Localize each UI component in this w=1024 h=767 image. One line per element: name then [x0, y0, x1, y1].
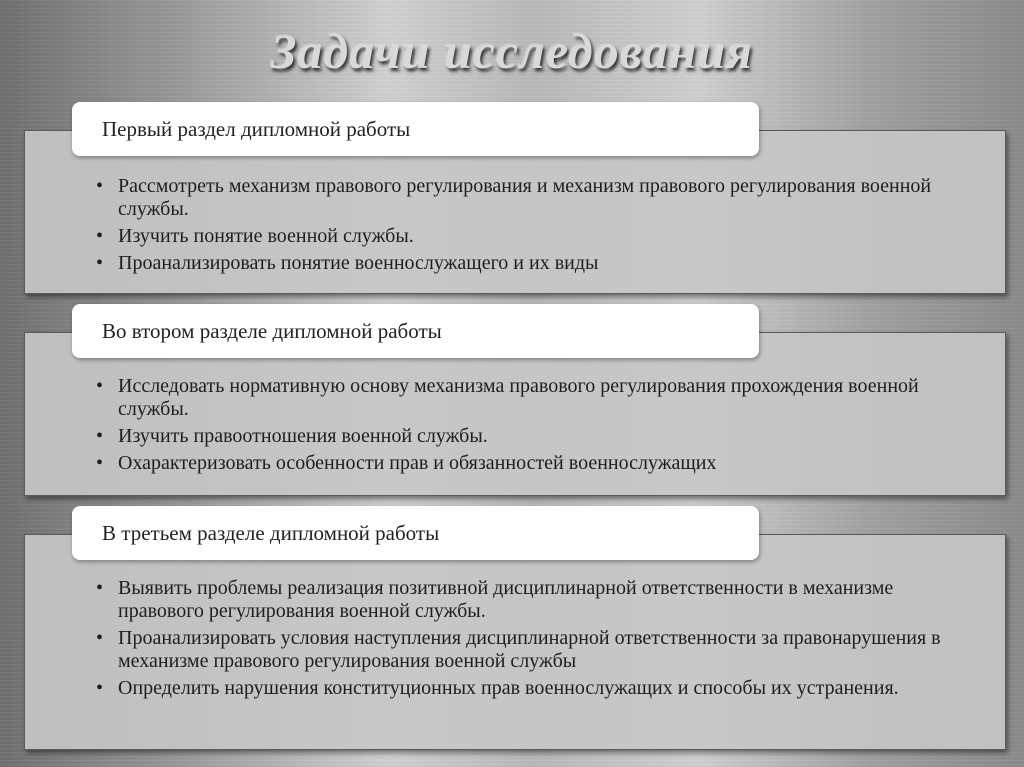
section-2-heading: Во втором разделе дипломной работы: [102, 318, 442, 343]
section-1-list: [96, 175, 956, 279]
list-item: • Проанализировать условия наступления дисциплинарной ответственности за правонарушения в механизме правового регулирования военной службы: [96, 627, 956, 673]
list-item: • Исследовать нормативную основу механизма правового регулирования прохождения военной службы.: [96, 375, 956, 421]
slide-title: Задачи исследования: [270, 23, 754, 79]
section-3-list: [96, 577, 956, 704]
list-item: • Рассмотреть механизм правового регулирования и механизм правового регулирования военной службы.: [96, 175, 956, 221]
section-3-heading: В третьем разделе дипломной работы: [102, 520, 440, 545]
list-item: • Изучить правоотношения военной службы.: [96, 425, 956, 448]
list-item: • Изучить понятие военной службы.: [96, 225, 956, 248]
list-item: • Охарактеризовать особенности прав и обязанностей военнослужащих: [96, 452, 956, 475]
section-2-list: [96, 375, 956, 479]
section-1-heading-tab: [72, 102, 759, 156]
list-item: • Выявить проблемы реализация позитивной дисциплинарной ответственности в механизме правового регулирования военной службы.: [96, 577, 956, 623]
section-2-heading-tab: [72, 304, 759, 358]
section-3-heading-tab: [72, 506, 759, 560]
list-item: • Проанализировать понятие военнослужащего и их виды: [96, 252, 956, 275]
section-1-heading: Первый раздел дипломной работы: [102, 116, 411, 141]
list-item: • Определить нарушения конституционных прав военнослужащих и способы их устранения.: [96, 677, 956, 700]
